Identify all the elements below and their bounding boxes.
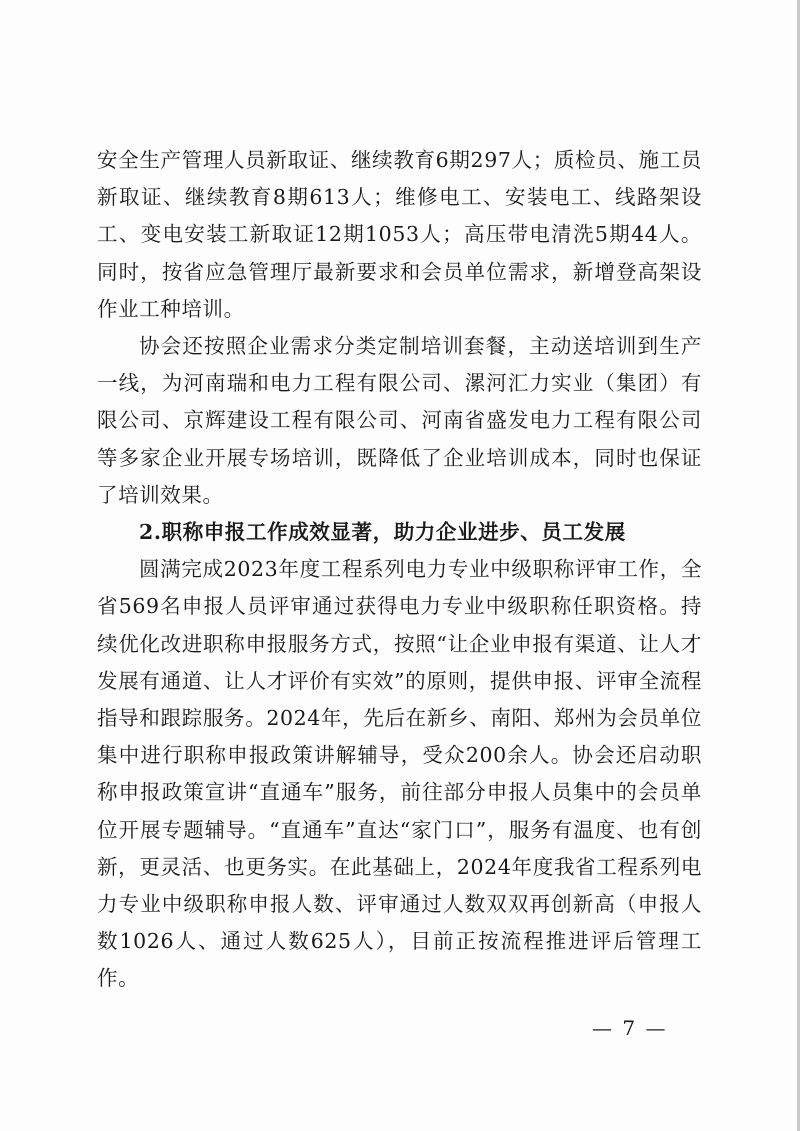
section-heading-title-declaration: 2.职称申报工作成效显著，助力企业进步、员工发展 (139, 520, 626, 545)
paragraph-training-stats: 安全生产管理人员新取证、继续教育6期297人；质检员、施工员新取证、继续教育8期613人；维修电工、安装电工、线路架设工、变电安装工新取证12期1053人；高压带电清洗5期44人。同时，按省应急管理厅最新要求和会员单位需求，新增登高架设作业工种培训。 (97, 148, 702, 321)
paragraph-custom-training: 协会还按照企业需求分类定制培训套餐，主动送培训到生产一线，为河南瑞和电力工程有限公司、漯河汇力实业（集团）有限公司、京辉建设工程有限公司、河南省盛发电力工程有限公司等多家企业开展专场培训，既降低了企业培训成本，同时也保证了培训效果。 (97, 334, 702, 507)
page-number: — 7 — (592, 1016, 668, 1040)
paragraph-title-evaluation: 圆满完成2023年度工程系列电力专业中级职称评审工作，全省569名申报人员评审通过获得电力专业中级职称任职资格。持续优化改进职称申报服务方式，按照“让企业申报有渠道、让人才发展有通道、让人才评价有实效”的原则，提供申报、评审全流程指导和跟踪服务。2024年，先后在新乡、南阳、郑州为会员单位集中进行职称申报政策讲解辅导，受众200余人。协会还启动职称申报政策宣讲“直通车”服务，前往部分申报人员集中的会员单位开展专题辅导。“直通车”直达“家门口”，服务有温度、也有创新，更灵活、也更务实。在此基础上，2024年度我省工程系列电力专业中级职称申报人数、评审通过人数双双再创新高（申报人数1026人、通过人数625人），目前正按流程推进评后管理工作。 (97, 557, 702, 991)
document-body (97, 142, 702, 998)
